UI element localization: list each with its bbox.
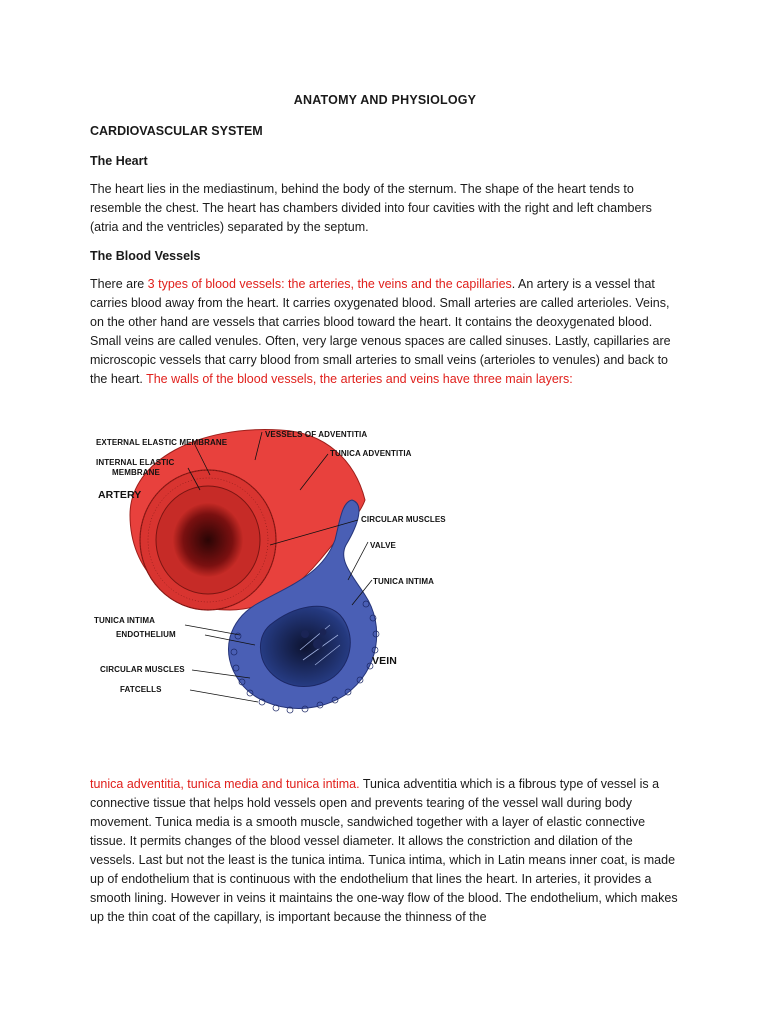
layers-body: Tunica adventitia which is a fibrous type of vessel is a connective tissue that helps hold vessels open and prevents tearing of the vessel wall during body movement. Tunica media is a smooth muscle, sandwiched together with a layer of elastic connective tissue. It permits changes of the blood vessel diameter. It allows the constriction and dilation of the vessels. Last but not the least is the tunica intima. Tunica intima, which in Latin means inner coat, is made up of endothelium that is continuous with the endothelium that lines the heart. In arteries, it provides a smooth lining. However in veins it maintains the one-way flow of the blood. The endothelium, which makes up the thin coat of the capillary, is important because the thinness of the xyxy=(90,777,678,924)
artery-vein-illustration xyxy=(90,420,446,720)
label-circular-muscles-right: CIRCULAR MUSCLES xyxy=(361,515,446,524)
label-valve: VALVE xyxy=(370,541,396,550)
label-artery: ARTERY xyxy=(98,489,142,501)
vessels-heading: The Blood Vessels xyxy=(90,249,201,263)
layers-highlight: tunica adventitia, tunica media and tunica intima. xyxy=(90,777,360,791)
vessels-body: . An artery is a vessel that carries blood away from the heart. It carries oxygenated blood. Small arteries are called arterioles. Veins, on the other hand are vessels that carries blood toward the heart. It contains the deoxygenated blood. Small veins are called venules. Often, very large venous spaces are called sinuses. Lastly, capillaries are microscopic vessels that carry blood from small arteries to small veins (arterioles to venules) and back to the heart. xyxy=(90,277,671,386)
label-tunica-intima-left: TUNICA INTIMA xyxy=(94,616,155,625)
label-tunica-adventitia: TUNICA ADVENTITIA xyxy=(330,449,412,458)
vessels-types-highlight: 3 types of blood vessels: the arteries, the veins and the capillaries xyxy=(147,277,512,291)
label-endothelium: ENDOTHELIUM xyxy=(116,630,176,639)
label-vein: VEIN xyxy=(372,655,397,667)
blood-vessel-figure xyxy=(90,420,446,720)
vessels-layers-highlight: The walls of the blood vessels, the arteries and veins have three main layers: xyxy=(146,372,573,386)
layers-paragraph xyxy=(90,775,680,927)
label-tunica-intima-right: TUNICA INTIMA xyxy=(373,577,434,586)
heart-heading: The Heart xyxy=(90,154,148,168)
label-external-elastic: EXTERNAL ELASTIC MEMBRANE xyxy=(96,438,228,447)
vessels-paragraph xyxy=(90,275,680,389)
label-internal-elastic-1: INTERNAL ELASTIC xyxy=(96,458,175,467)
label-circular-muscles-left: CIRCULAR MUSCLES xyxy=(100,665,185,674)
vessels-intro: There are xyxy=(90,277,148,291)
heart-paragraph: The heart lies in the mediastinum, behind the body of the sternum. The shape of the heart tends to resemble the chest. The heart has chambers divided into four cavities with the right and left chambers (atria and the ventricles) separated by the septum. xyxy=(90,182,652,234)
label-vessels-adventitia: VESSELS OF ADVENTITIA xyxy=(265,430,368,439)
section-heading: CARDIOVASCULAR SYSTEM xyxy=(90,124,263,138)
label-fatcells: FATCELLS xyxy=(120,685,162,694)
document-title: ANATOMY AND PHYSIOLOGY xyxy=(293,93,477,107)
artery-lumen xyxy=(173,503,243,577)
label-internal-elastic-2: MEMBRANE xyxy=(112,468,160,477)
